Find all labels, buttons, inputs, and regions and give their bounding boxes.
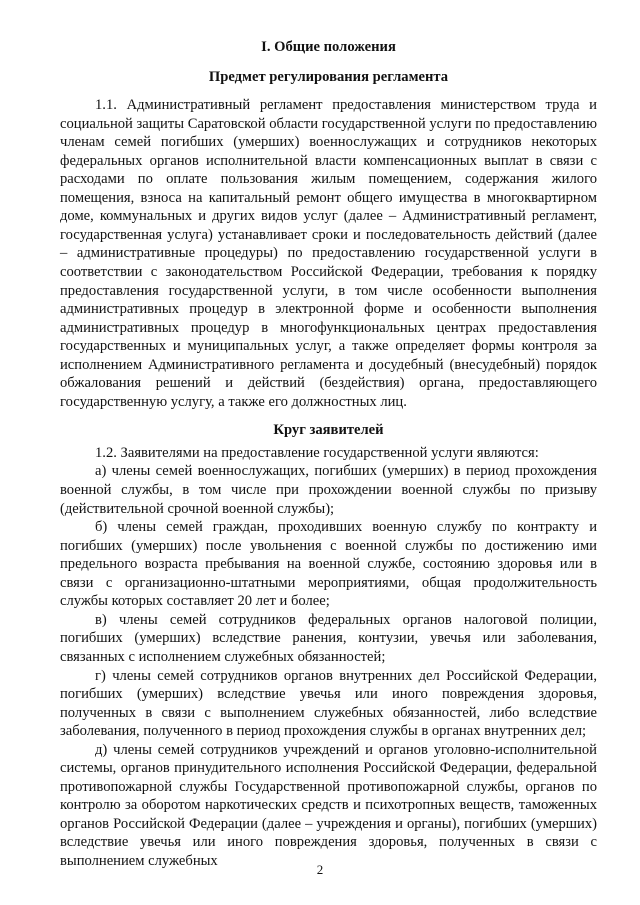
list-item-b: б) члены семей граждан, проходивших военную службу по контракту и погибших (умерших) после увольнения с военной службы по достижению ими предельного возраста пребывания на военной службе, состоянию здоровья или в связи с организационно-штатными мероприятиями, общая продолжительность службы которых составляет 20 лет и более; [60,519,597,610]
list-item-g: г) члены семей сотрудников органов внутренних дел Российской Федерации, погибших (умерших) вследствие увечья или иного повреждения здоровья, полученных в связи с выполнением служебных обязанностей, либо вследствие заболевания, полученного в период прохождения службы в органах внутренних дел; [60,667,597,740]
document-page [60,38,597,871]
section-title: I. Общие положения [261,39,396,55]
list-item-a: а) члены семей военнослужащих, погибших (умерших) в период прохождения военной службы, в том числе при прохождении военной службы по призыву (действительной срочной военной службы); [60,463,597,517]
list-item-v: в) члены семей сотрудников федеральных органов налоговой полиции, погибших (умерших) вследствие ранения, контузии, увечья или заболевания, связанных с исполнением служебных обязанностей; [60,611,597,665]
paragraph-1-1: 1.1. Административный регламент предоставления министерством труда и социальной защиты Саратовской области государственной услуги по предоставлению членам семей погибших (умерших) военнослужащих и сотрудников некоторых федеральных органов исполнительной власти компенсационных выплат в связи с расходами по оплате пользования жилым помещением, содержания жилого помещения, взноса на капитальный ремонт общего имущества в многоквартирном доме, коммунальных и других видов услуг (далее – Административный регламент, государственная услуга) устанавливает сроки и последовательность действий (далее – административные процедуры) по предоставлению государственной услуги в соответствии с законодательством Российской Федерации, требования к порядку предоставления государственной услуги, в том числе особенности выполнения административных процедур в электронной форме и особенности выполнения административных процедур в многофункциональных центрах предоставления государственных и муниципальных услуг, а также определяет формы контроля за исполнением Административного регламента и досудебный (внесудебный) порядок обжалования решений и действий (бездействия) органа, предоставляющего государственную услугу, а также его должностных лиц. [60,97,597,410]
paragraph-1-2: 1.2. Заявителями на предоставление государственной услуги являются: [95,444,539,461]
subsection-title-applicants: Круг заявителей [273,422,384,439]
page-number: 2 [316,862,324,877]
list-item-d: д) члены семей сотрудников учреждений и органов уголовно-исполнительной системы, органов принудительного исполнения Российской Федерации, федеральной противопожарной службы Государственной противопожарной службы, органов по контролю за оборотом наркотических средств и психотропных веществ, таможенных органов Российской Федерации (далее – учреждения и органы), погибших (умерших) вследствие увечья или иного повреждения здоровья, полученных в связи с выполнением служебных [60,741,597,869]
subsection-title-subject: Предмет регулирования регламента [208,68,449,85]
